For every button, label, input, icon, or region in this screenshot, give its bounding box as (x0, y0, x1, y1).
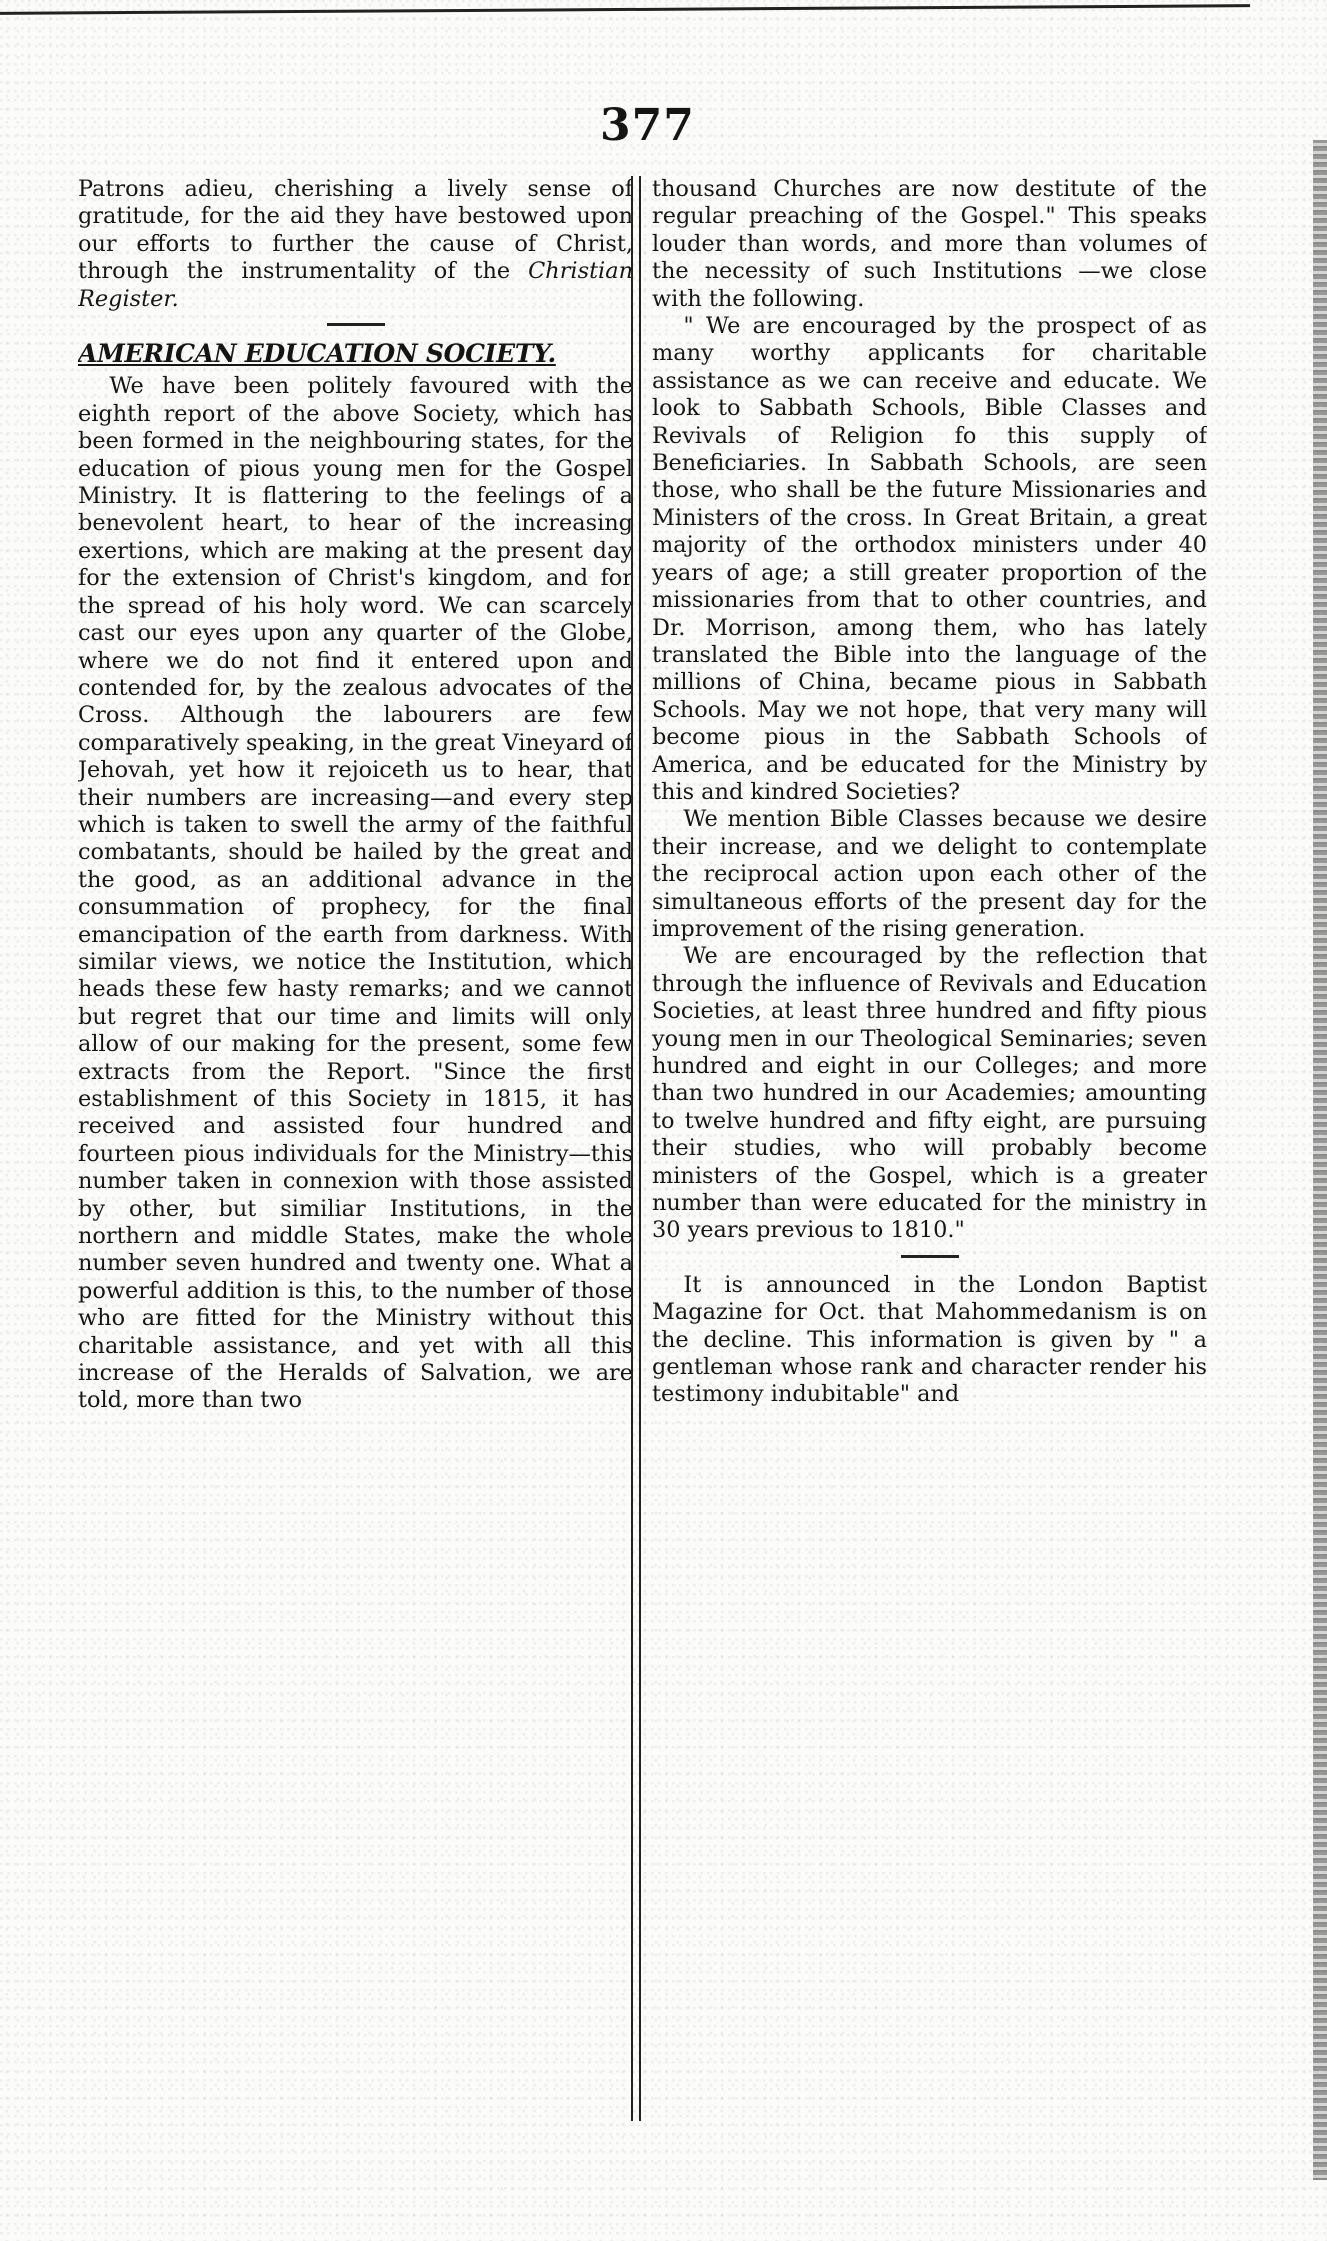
column-divider (631, 176, 641, 2121)
right-paragraph-4: We are encouraged by the reflection that through the influence of Revivals and Education Societies, at least three hundred and fifty pious young men in our Theological Seminaries; seven hundred and eight in our Colleges; and more than two hundred in our Academies; amounting to twelve hundred and fifty eight, are pursuing their studies, who will probably become ministers of the Gospel, which is a greater number than were educated for the ministry in 30 years previous to 1810." (652, 943, 1207, 1244)
section-rule-right (901, 1255, 959, 1258)
article-heading: AMERICAN EDUCATION SOCIETY. (78, 339, 556, 369)
right-paragraph-1: thousand Churches are now destitute of the regular preaching of the Gospel." This speaks louder than words, and more than volumes of the necessity of such Institutions —we close with the following. (652, 176, 1207, 312)
page-edge-shadow (1313, 140, 1327, 2180)
page-number: 377 (600, 100, 695, 151)
left-column (78, 176, 633, 2116)
top-rule (0, 4, 1250, 15)
right-column (652, 176, 1207, 2116)
right-paragraph-2: " We are encouraged by the prospect of as many worthy applicants for charitable assistance as we can receive and educate. We look to Sabbath Schools, Bible Classes and Revivals of Religion fo this supply of Beneficiaries. In Sabbath Schools, are seen those, who shall be the future Missionaries and Ministers of the cross. In Great Britain, a great majority of the orthodox ministers under 40 years of age; a still greater proportion of the missionaries from that to other countries, and Dr. Morrison, among them, who has lately translated the Bible into the language of the millions of China, became pious in Sabbath Schools. May we not hope, that very many will become pious in the Sabbath Schools of America, and be educated for the Ministry by this and kindred Societies? (652, 313, 1207, 805)
left-paragraph-1-text: Patrons adieu, cherishing a lively sense of gratitude, for the aid they have bestowed upon our efforts to further the cause of Christ, through the instrumentality of the (78, 176, 633, 285)
section-rule (327, 323, 385, 326)
right-paragraph-5: It is announced in the London Baptist Magazine for Oct. that Mahommedanism is on the decline. This information is given by " a gentleman whose rank and character render his testimony indubitable" and (652, 1271, 1207, 1408)
right-paragraph-3: We mention Bible Classes because we desire their increase, and we delight to contemplate the reciprocal action upon each other of the simultaneous efforts of the present day for the improvement of the rising generation. (652, 806, 1207, 942)
left-paragraph-2: We have been politely favoured with the eighth report of the above Society, which has been formed in the neighbouring states, for the education of pious young men for the Gospel Ministry. It is flattering to the feelings of a benevolent heart, to hear of the increasing exertions, which are making at the present day for the extension of Christ's kingdom, and for the spread of his holy word. We can scarcely cast our eyes upon any quarter of the Globe, where we do not find it entered upon and contended for, by the zealous advocates of the Cross. Although the labourers are few comparatively speaking, in the great Vineyard of Jehovah, yet how it rejoiceth us to hear, that their numbers are increasing—and every step which is taken to swell the army of the faithful combatants, should be hailed by the great and the good, as an additional advance in the consummation of prophecy, for the final emancipation of the earth from darkness. With similar views, we notice the Institution, which heads these few hasty remarks; and we cannot but regret that our time and limits will only allow of our making for the present, some few extracts from the Report. "Since the first establishment of this Society in 1815, it has received and assisted four hundred and fourteen pious individuals for the Ministry—this number taken in connexion with those assisted by other, but similiar Institutions, in the northern and middle States, make the whole number seven hundred and twenty one. What a powerful addition is this, to the number of those who are fitted for the Ministry without this charitable assistance, and yet with all this increase of the Heralds of Salvation, we are told, more than two (78, 373, 633, 1414)
journal-title: Christian Register. (78, 258, 633, 312)
left-paragraph-1 (78, 176, 633, 313)
